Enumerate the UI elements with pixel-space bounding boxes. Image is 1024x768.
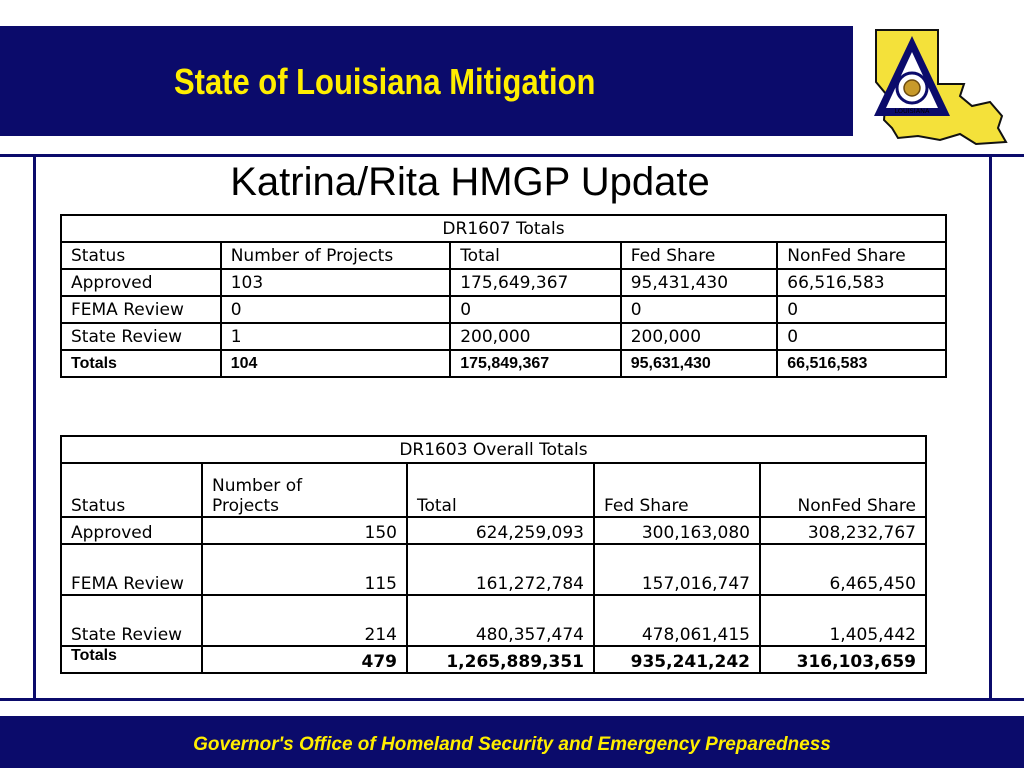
column-header: Total [450, 242, 621, 269]
table-cell: 0 [777, 323, 946, 350]
table-cell: 624,259,093 [407, 517, 594, 544]
column-header: Total [407, 463, 594, 517]
table-cell: 157,016,747 [594, 544, 760, 595]
column-header: Fed Share [594, 463, 760, 517]
table-cell: 0 [777, 296, 946, 323]
table-cell: 0 [621, 296, 778, 323]
table-cell: 1,405,442 [760, 595, 926, 646]
table-cell: FEMA Review [61, 296, 221, 323]
totals-cell: 104 [221, 350, 450, 377]
table-row [61, 323, 946, 350]
totals-cell: Totals [61, 646, 202, 673]
table-cell: 0 [450, 296, 621, 323]
frame-left-line [33, 154, 36, 700]
column-header: Number of Projects [202, 463, 407, 517]
table-cell: 66,516,583 [777, 269, 946, 296]
totals-cell: 175,849,367 [450, 350, 621, 377]
table-cell: 0 [221, 296, 450, 323]
column-header: Fed Share [621, 242, 778, 269]
header-title: State of Louisiana Mitigation [174, 61, 596, 102]
table-cell: 1 [221, 323, 450, 350]
totals-cell: 95,631,430 [621, 350, 778, 377]
table-row [61, 544, 926, 595]
table-cell: FEMA Review [61, 544, 202, 595]
table-title: DR1603 Overall Totals [61, 436, 926, 463]
louisiana-state-seal-icon [868, 24, 1010, 150]
table-row [61, 296, 946, 323]
totals-cell: 935,241,242 [594, 646, 760, 673]
dr1603-overall-totals-table [60, 435, 927, 674]
totals-cell: 66,516,583 [777, 350, 946, 377]
table-cell: 6,465,450 [760, 544, 926, 595]
column-header: NonFed Share [777, 242, 946, 269]
totals-cell: 316,103,659 [760, 646, 926, 673]
table-cell: 161,272,784 [407, 544, 594, 595]
table-cell: 308,232,767 [760, 517, 926, 544]
table-cell: 200,000 [621, 323, 778, 350]
table-title-row [61, 215, 946, 242]
table-cell: 214 [202, 595, 407, 646]
totals-cell: Totals [61, 350, 221, 377]
table-cell: 150 [202, 517, 407, 544]
table-cell: 175,649,367 [450, 269, 621, 296]
column-header: Status [61, 463, 202, 517]
totals-row [61, 646, 926, 673]
frame-right-line [989, 154, 992, 700]
column-header: NonFed Share [760, 463, 926, 517]
totals-cell: 479 [202, 646, 407, 673]
table-row [61, 269, 946, 296]
dr1607-totals-table [60, 214, 947, 378]
table-cell: Approved [61, 269, 221, 296]
totals-cell: 1,265,889,351 [407, 646, 594, 673]
slide-title: Katrina/Rita HMGP Update [230, 160, 710, 204]
table-title-row [61, 436, 926, 463]
logo-text: LOUISIANA [894, 107, 930, 115]
table-cell: 95,431,430 [621, 269, 778, 296]
footer-text: Governor's Office of Homeland Security and Emergency Preparedness [193, 734, 831, 755]
table-cell: 103 [221, 269, 450, 296]
table-header-row [61, 242, 946, 269]
table-cell: 478,061,415 [594, 595, 760, 646]
table-header-row [61, 463, 926, 517]
table-cell: 115 [202, 544, 407, 595]
frame-top-line [0, 154, 1024, 157]
table-cell: State Review [61, 595, 202, 646]
table-cell: 480,357,474 [407, 595, 594, 646]
table-cell: 300,163,080 [594, 517, 760, 544]
table-cell: Approved [61, 517, 202, 544]
table-title: DR1607 Totals [61, 215, 946, 242]
table-cell: 200,000 [450, 323, 621, 350]
table-row [61, 595, 926, 646]
table-row [61, 517, 926, 544]
table-cell: State Review [61, 323, 221, 350]
frame-bottom-line [0, 698, 1024, 701]
column-header: Status [61, 242, 221, 269]
totals-row [61, 350, 946, 377]
column-header: Number of Projects [221, 242, 450, 269]
